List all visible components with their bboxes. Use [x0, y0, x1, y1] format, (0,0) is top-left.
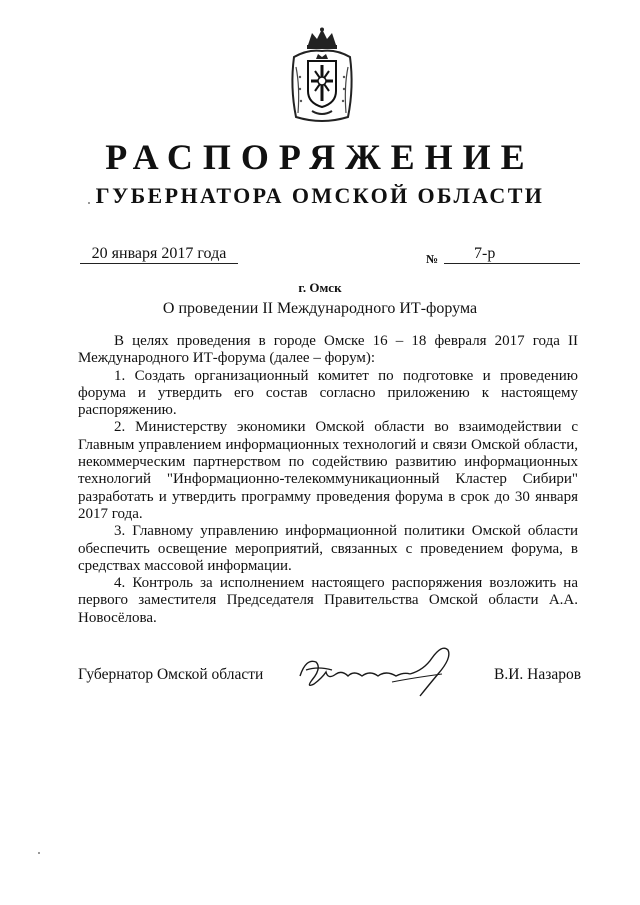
body-item-4: 4. Контроль за исполнением настоящего распоряжения возложить на первого заместителя Председателя Правительства Омской области А.А. Новосёлова.	[78, 575, 578, 626]
signatory-position: Губернатор Омской области	[78, 666, 264, 683]
document-subtitle: ГУБЕРНАТОРА ОМСКОЙ ОБЛАСТИ	[95, 183, 545, 208]
document-body	[78, 333, 578, 627]
number-label: №	[426, 252, 439, 266]
body-intro: В целях проведения в городе Омске 16 – 18 февраля 2017 года II Международного ИТ-форума (далее – форум):	[78, 333, 578, 367]
coat-of-arms-emblem	[286, 27, 358, 127]
handwritten-signature	[292, 640, 464, 702]
document-title: РАСПОРЯЖЕНИЕ	[105, 137, 535, 177]
document-number: 7-р	[444, 245, 580, 264]
signatory-name: В.И. Назаров	[494, 666, 582, 683]
document-date: 20 января 2017 года	[80, 245, 238, 264]
document-subject: О проведении II Международного ИТ-форума	[162, 300, 478, 317]
scan-speck	[38, 852, 40, 854]
document-city: г. Омск	[298, 280, 342, 295]
scan-speck	[88, 202, 90, 204]
body-item-3: 3. Главному управлению информационной политики Омской области обеспечить освещение мероприятий, связанных с проведением форума, в средствах массовой информации.	[78, 523, 578, 574]
body-item-1: 1. Создать организационный комитет по подготовке и проведению форума и утвердить его состав согласно приложению к настоящему распоряжению.	[78, 367, 578, 419]
body-item-2: 2. Министерству экономики Омской области во взаимодействии с Главным управлением информационных технологий и связи Омской области, некоммерческим партнерством по содействию развитию информационных технологий "Информационно-телекоммуникационный Кластер Сибири" разработать и утвердить программу проведения форума в срок до 30 января 2017 года.	[78, 419, 578, 522]
